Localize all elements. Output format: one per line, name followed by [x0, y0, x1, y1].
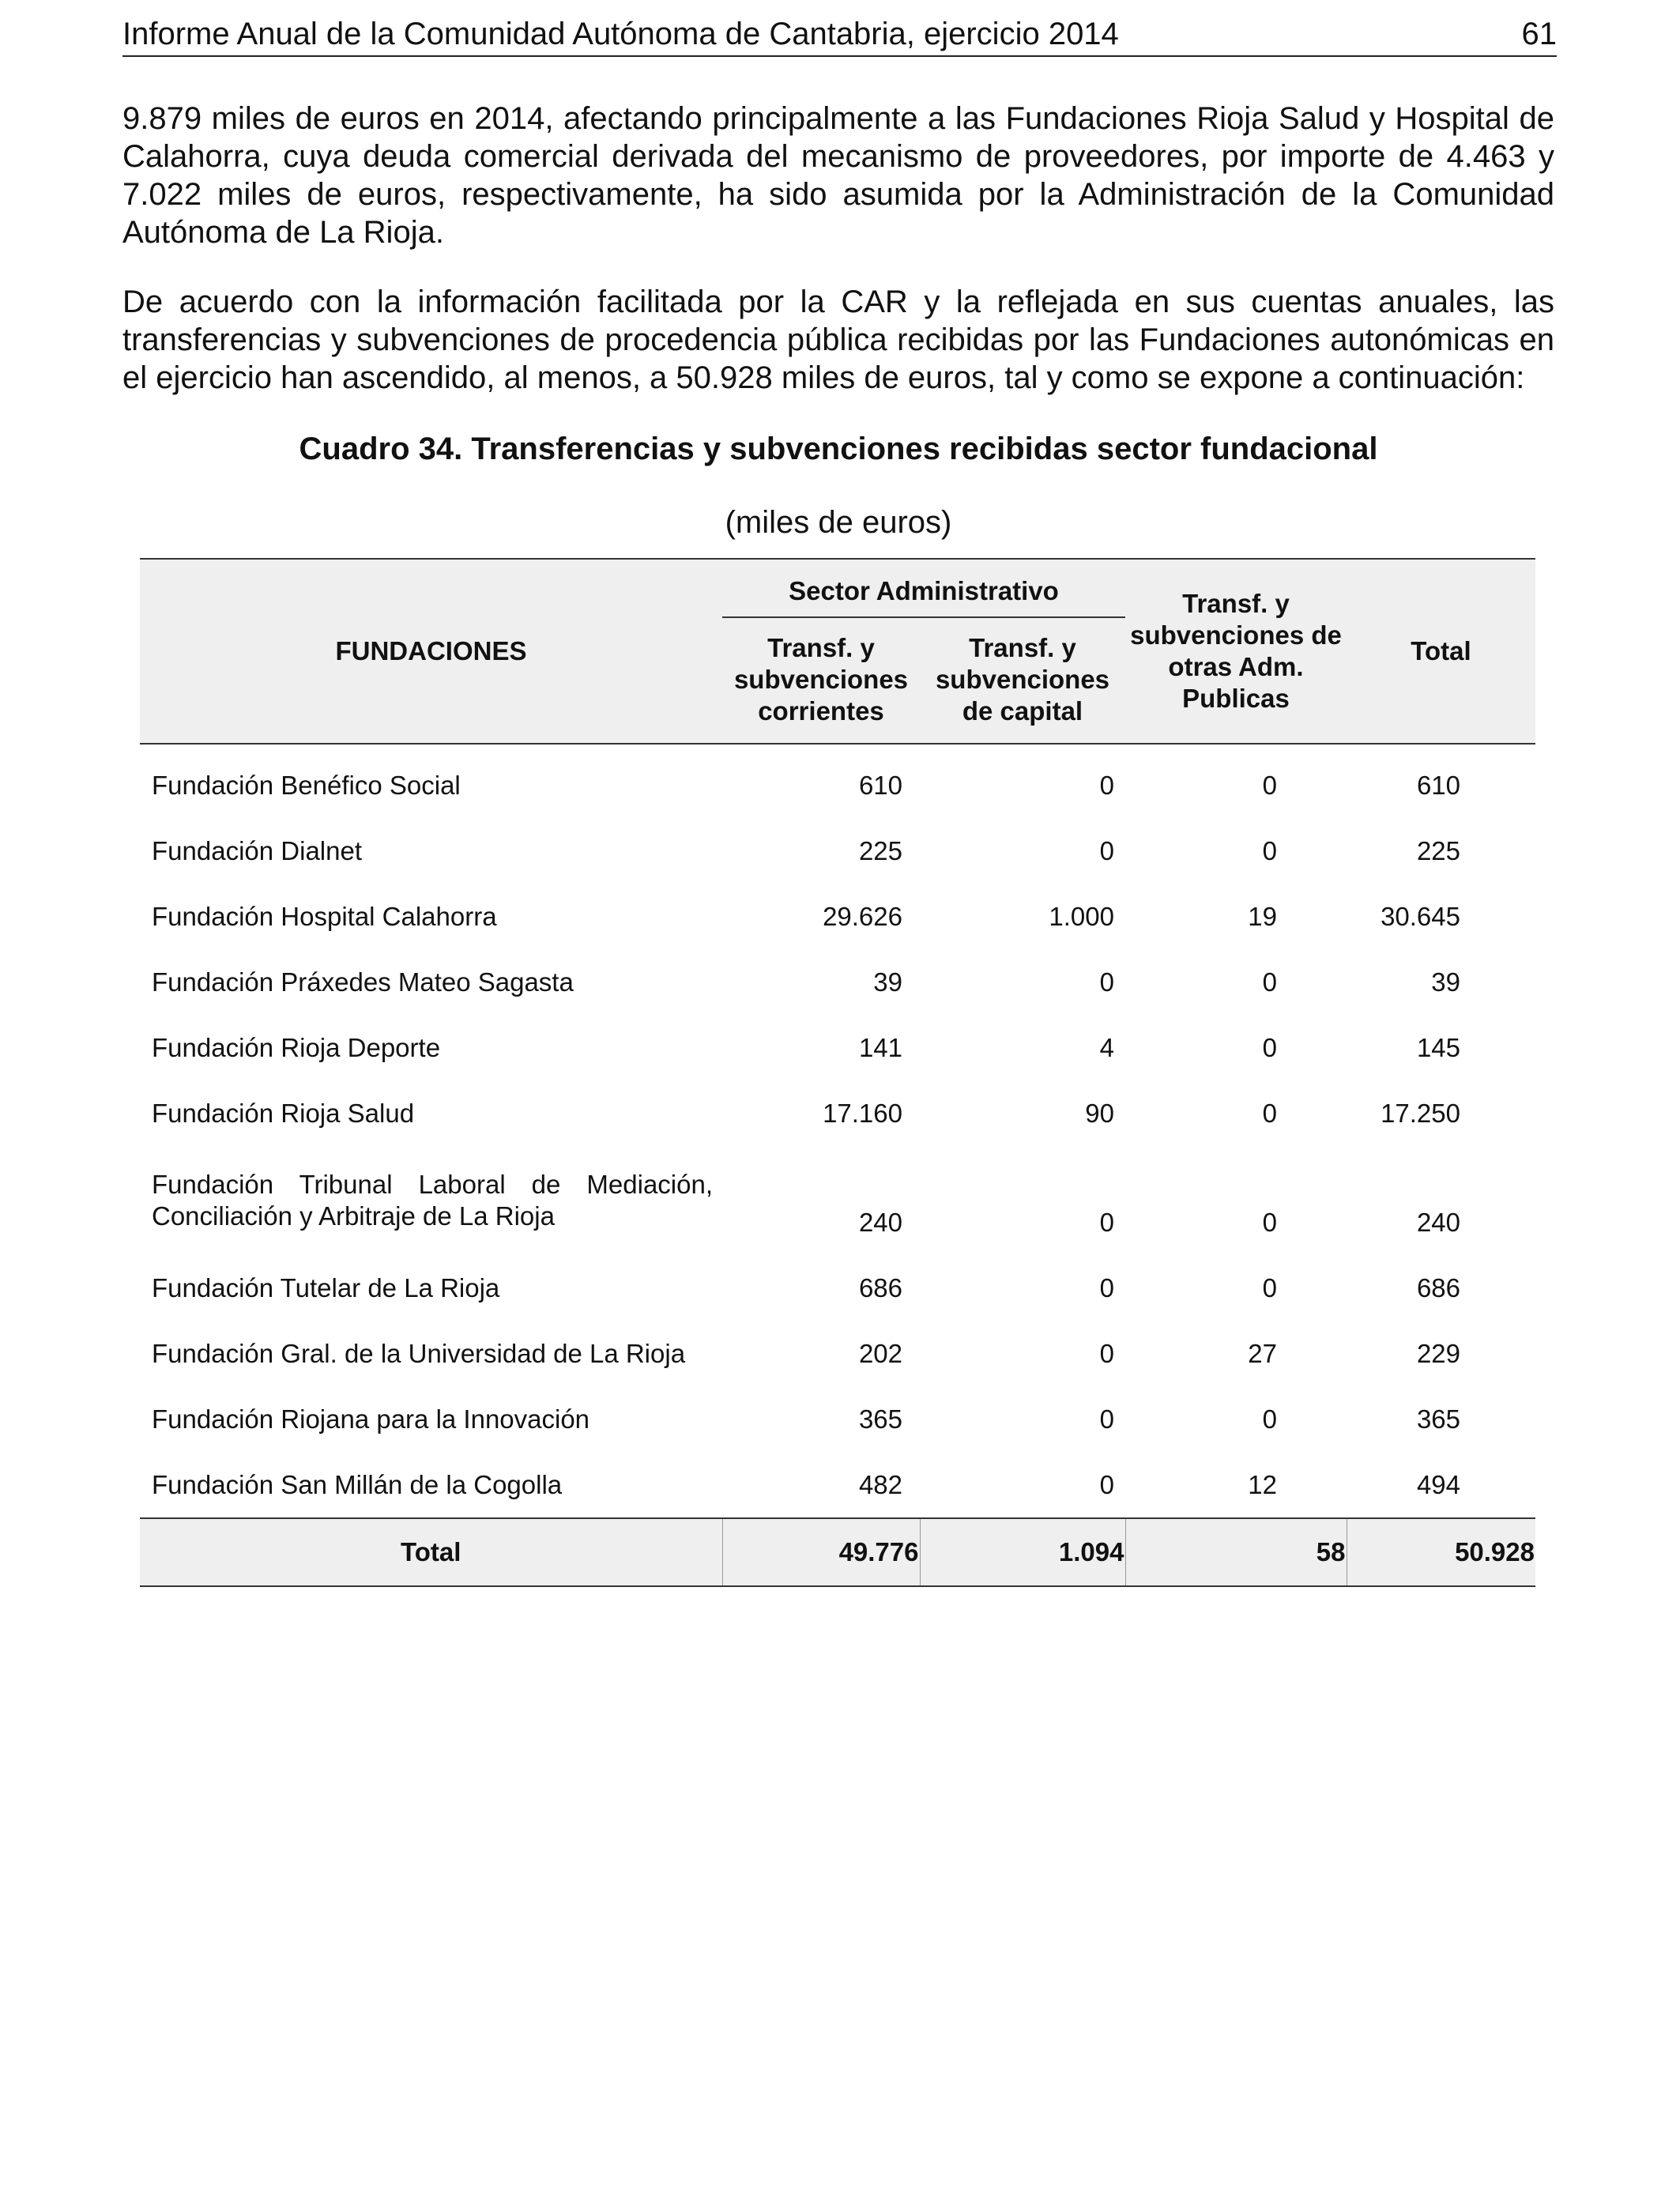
row-corrientes: 141 [858, 1032, 902, 1062]
row-corrientes: 225 [858, 835, 902, 865]
totals-total: 50.928 [1347, 1518, 1535, 1586]
table-unit: (miles de euros) [725, 505, 952, 540]
row-capital: 0 [1099, 967, 1114, 997]
row-otras: 0 [1262, 835, 1277, 865]
header-fundaciones: FUNDACIONES [140, 559, 722, 744]
row-name: Fundación Benéfico Social [152, 770, 461, 800]
row-corrientes: 610 [858, 770, 902, 800]
table-row [140, 1255, 1535, 1321]
header-title: Informe Anual de la Comunidad Autónoma de Cantabria, ejercicio 2014 [122, 17, 1119, 51]
totals-label: Total [140, 1518, 722, 1586]
row-corrientes: 39 [873, 967, 902, 997]
row-total: 494 [1416, 1469, 1460, 1499]
header-otras: Transf. y subvenciones de otras Adm. Publicas [1125, 559, 1347, 744]
row-capital: 90 [1085, 1098, 1114, 1128]
table-footer [140, 1518, 1535, 1586]
table-row [140, 949, 1535, 1015]
table-row [140, 1146, 1535, 1255]
totals-otras: 58 [1125, 1518, 1347, 1586]
row-otras: 12 [1248, 1469, 1277, 1499]
paragraph-1: 9.879 miles de euros en 2014, afectando principalmente a las Fundaciones Rioja Salud y Hospital de Calahorra, cuya deuda comercial derivada del mecanismo de proveedores, por importe de 4.463 y 7.022 miles de euros, respectivamente, ha sido asumida por la Administración de la Comunidad Autónoma de La Rioja. [122, 101, 1554, 250]
row-total: 686 [1416, 1272, 1460, 1302]
row-capital: 4 [1099, 1032, 1114, 1062]
row-otras: 0 [1262, 1098, 1277, 1128]
row-capital: 0 [1099, 1338, 1114, 1368]
row-otras: 0 [1262, 1404, 1277, 1434]
row-corrientes: 686 [858, 1272, 902, 1302]
row-corrientes: 365 [858, 1404, 902, 1434]
row-capital: 1.000 [1049, 901, 1114, 931]
row-capital: 0 [1099, 1208, 1114, 1237]
row-name: Fundación Riojana para la Innovación [152, 1404, 590, 1434]
row-otras: 0 [1262, 1272, 1277, 1302]
row-name: Fundación Gral. de la Universidad de La Rioja [152, 1338, 686, 1368]
row-total: 610 [1416, 770, 1460, 800]
row-name: Fundación Tribunal Laboral de Mediación, Conciliación y Arbitraje de La Rioja [152, 1170, 713, 1231]
page-number: 61 [1521, 17, 1557, 51]
row-name: Fundación Rioja Salud [152, 1098, 415, 1128]
table-title: Cuadro 34. Transferencias y subvenciones recibidas sector fundacional [299, 432, 1378, 466]
header-total: Total [1347, 559, 1535, 744]
row-corrientes: 240 [858, 1208, 902, 1237]
row-otras: 27 [1248, 1338, 1277, 1368]
totals-row [140, 1518, 1535, 1586]
table-row [140, 1015, 1535, 1080]
row-total: 229 [1416, 1338, 1460, 1368]
row-capital: 0 [1099, 770, 1114, 800]
row-corrientes: 17.160 [823, 1098, 902, 1128]
row-total: 365 [1416, 1404, 1460, 1434]
row-total: 240 [1416, 1208, 1460, 1237]
row-otras: 0 [1262, 770, 1277, 800]
row-otras: 0 [1262, 967, 1277, 997]
row-name: Fundación Rioja Deporte [152, 1032, 441, 1062]
row-total: 145 [1416, 1032, 1460, 1062]
table-body [140, 744, 1535, 1518]
row-name: Fundación Práxedes Mateo Sagasta [152, 967, 574, 997]
paragraph-2: De acuerdo con la información facilitada por la CAR y la reflejada en sus cuentas anuales, las transferencias y subvenciones de procedencia pública recibidas por las Fundaciones autonómicas en el ejercicio han ascendido, al menos, a 50.928 miles de euros, tal y como se expone a continuación: [122, 285, 1554, 395]
header-sector-administrativo-label: Sector Administrativo [722, 564, 1125, 618]
row-name: Fundación Dialnet [152, 835, 362, 865]
row-otras: 0 [1262, 1208, 1277, 1237]
table-row [140, 1386, 1535, 1452]
row-total: 225 [1416, 835, 1460, 865]
row-total: 39 [1431, 967, 1460, 997]
row-capital: 0 [1099, 1272, 1114, 1302]
table-row [140, 818, 1535, 884]
row-capital: 0 [1099, 835, 1114, 865]
row-total: 17.250 [1381, 1098, 1460, 1128]
row-corrientes: 202 [858, 1338, 902, 1368]
totals-capital: 1.094 [920, 1518, 1125, 1586]
transfers-table [140, 558, 1535, 1587]
table-row [140, 884, 1535, 949]
row-total: 30.645 [1381, 901, 1460, 931]
table-row [140, 1080, 1535, 1146]
table-row [140, 744, 1535, 818]
row-name: Fundación Hospital Calahorra [152, 901, 497, 931]
table-row [140, 1321, 1535, 1386]
row-capital: 0 [1099, 1404, 1114, 1434]
row-name: Fundación Tutelar de La Rioja [152, 1272, 500, 1302]
row-name: Fundación San Millán de la Cogolla [152, 1469, 563, 1499]
row-otras: 19 [1248, 901, 1277, 931]
row-corrientes: 482 [858, 1469, 902, 1499]
header-sector-administrativo [722, 559, 1125, 623]
row-capital: 0 [1099, 1469, 1114, 1499]
header-corrientes: Transf. y subvenciones corrientes [722, 623, 920, 744]
header-capital: Transf. y subvenciones de capital [920, 623, 1125, 744]
table-header [140, 559, 1535, 744]
table-row [140, 1452, 1535, 1518]
row-otras: 0 [1262, 1032, 1277, 1062]
row-corrientes: 29.626 [823, 901, 902, 931]
totals-corrientes: 49.776 [722, 1518, 920, 1586]
page-header [122, 14, 1557, 57]
